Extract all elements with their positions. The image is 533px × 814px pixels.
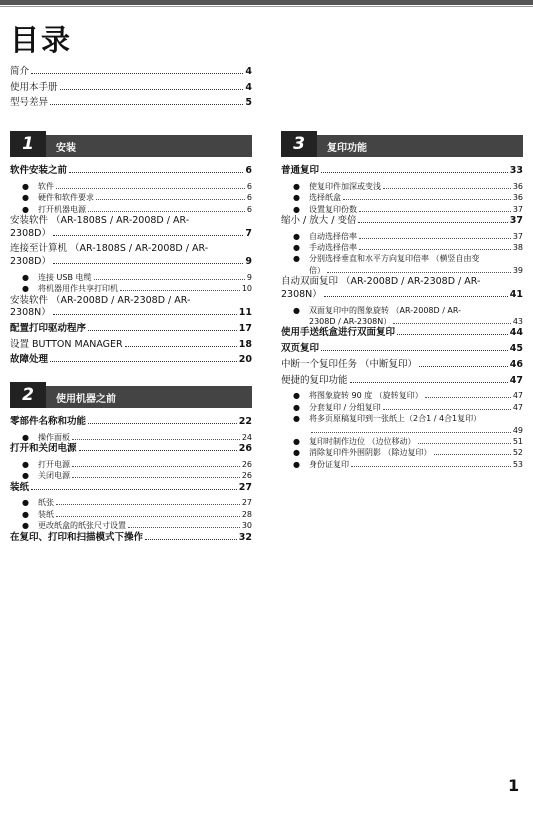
sub-entry-label: ● 将多页原稿复印到一张纸上（2合1 / 4合1复印） [309,414,482,424]
dot-leader [351,466,511,467]
dot-leader [88,211,245,212]
sub-entry-page: 26 [241,459,252,469]
toc-entry-label: 在复印、打印和扫描模式下操作 [10,531,144,543]
dot-leader [145,539,237,540]
toc-entry-label: 装纸 [10,481,30,493]
toc-sub-entry [293,181,523,192]
toc-sub-entry [293,231,523,242]
dot-leader [72,466,240,467]
dot-leader [418,443,511,444]
sub-entry-label: ● 双面复印中的图象旋转 （AR-2008D / AR- [309,305,462,315]
dot-leader [321,172,508,173]
section-1-title: 安装 [46,135,252,157]
sub-entry-label: ● 复印时制作边位 （边位移动） [309,436,416,446]
sub-entry-line [309,402,523,413]
sub-entry-label: ● 使复印件加深或变浅 [309,181,381,191]
toc-entry-label: 安装软件 （AR-1808S / AR-2008D / AR- [10,214,190,226]
dot-leader [311,432,511,433]
toc-entry-line [10,165,252,178]
dot-leader [359,249,511,250]
toc-entry [10,443,252,456]
toc-entry-line [281,359,523,372]
sub-entry-label: ● 自动选择倍率 [309,231,357,241]
toc-entry-page: 26 [238,443,252,455]
toc-entry-label: 2308D） [10,256,51,268]
dot-leader [120,290,240,291]
left-column [10,131,252,547]
section-2-header [10,382,252,408]
toc-entry-label: 简介 [10,66,30,77]
dot-leader [327,272,511,273]
section-3-title: 复印功能 [317,135,523,157]
sub-entry-page: 37 [512,231,523,241]
toc-entry [281,165,523,178]
toc-sub-entry [22,520,252,531]
toc-entry-page: 44 [509,327,523,339]
sub-entry-line [38,272,252,283]
sub-entry-line [309,265,523,276]
sub-entry-page: 38 [512,243,523,253]
toc-entry-line [10,532,252,545]
toc-entry-line [10,307,252,320]
intro-list [10,66,252,113]
toc-sub-entry [293,436,523,447]
toc-entry-page: 17 [238,322,252,334]
toc-sub-entry [293,253,523,276]
toc-sub-entry [22,509,252,520]
sub-entry-page: 26 [241,471,252,481]
toc-entry [281,276,523,301]
toc-entry-line [10,323,252,336]
sub-entry-page: 24 [241,432,252,442]
toc-entry-line [10,443,252,456]
toc-entry-label: 配置打印驱动程序 [10,322,87,334]
dot-leader [72,477,240,478]
toc-entry-label: 连接至计算机 （AR-1808S / AR-2008D / AR- [10,243,209,255]
toc-entry-line [10,97,252,110]
toc-entry-label: 自动双面复印 （AR-2008D / AR-2308D / AR- [281,276,481,288]
toc-sub-entry [293,192,523,203]
toc-sub-entry [22,283,252,294]
section-1-header [10,131,252,157]
sub-entry-page: 27 [241,498,252,508]
section-3-entries [281,165,523,470]
toc-entry-label: 便捷的复印功能 [281,374,348,386]
toc-sub-entry [22,432,252,443]
toc-entry-label: 型号差异 [10,97,49,109]
sub-entry-label: ● 装纸 [38,509,54,519]
dot-leader [53,263,243,264]
dot-leader [125,346,237,347]
sub-entry-label: ● 设置复印份数 [309,204,357,214]
toc-entry [281,327,523,340]
dot-leader [425,397,511,398]
sub-entry-page: 37 [512,204,523,214]
sub-entry-label: ● 选择纸盒 [309,193,341,203]
toc-entry-page: 27 [238,481,252,493]
toc-sub-entry [22,497,252,508]
toc-entry-page: 32 [238,531,252,543]
toc-entry-page: 18 [238,338,252,350]
sub-entry-page: 53 [512,459,523,469]
toc-entry-line [10,339,252,352]
section-3-number: 3 [281,131,317,157]
toc-sub-entry [293,402,523,413]
toc-entry [10,66,252,79]
toc-entry-label: 使用手送纸盒进行双面复印 [281,327,396,339]
sub-entry-page: 9 [246,272,252,282]
toc-entry [10,215,252,240]
toc-sub-entry [293,242,523,253]
sub-entry-label: ● 更改纸盒的纸张尺寸设置 [38,521,126,531]
dot-leader [324,296,508,297]
toc-sub-entry [22,192,252,203]
sub-entry-page: 6 [246,181,252,191]
sub-entry-line [309,390,523,401]
toc-entry-line [10,228,252,241]
toc-sub-entry [22,181,252,192]
sub-entry-page: 6 [246,204,252,214]
sub-entry-page: 10 [241,284,252,294]
sub-entry-line [309,459,523,470]
toc-entry-label: 设置 BUTTON MANAGER [10,338,123,350]
dot-leader [434,454,511,455]
toc-entry [281,343,523,356]
dot-leader [96,199,245,200]
toc-entry-page: 41 [509,288,523,300]
sub-entry-line [38,459,252,470]
dot-leader [56,516,240,517]
sub-entry-line [309,231,523,242]
sub-entry-page: 51 [512,436,523,446]
toc-entry-label: 软件安装之前 [10,165,68,176]
dot-leader [31,489,237,490]
dot-leader [56,188,245,189]
sub-entry-label: ● 分别选择垂直和水平方向复印倍率 （横竖自由变 [309,254,480,264]
toc-sub-entry [22,272,252,283]
dot-leader [358,222,507,223]
sub-entry-label: ● 关闭电源 [38,471,70,481]
toc-entry-line [281,215,523,228]
top-border-thin [0,6,533,7]
toc-entry-page: 33 [509,165,523,176]
toc-entry-page: 20 [238,354,252,366]
toc-entry-line [10,256,252,269]
toc-entry-line [281,289,523,302]
toc-entry-page: 22 [238,416,252,428]
sub-entry-label: ● 硬件和软件要求 [38,193,94,203]
toc-sub-entry [293,390,523,401]
sub-entry-label: ● 软件 [38,181,54,191]
dot-leader [128,527,240,528]
toc-entry-page: 9 [245,256,252,268]
sub-entry-label: ● 纸张 [38,498,54,508]
toc-entry-label: 缩小 / 放大 / 变倍 [281,214,357,226]
sub-entry-page: 49 [512,425,523,435]
dot-leader [53,235,243,236]
toc-entry [10,532,252,545]
toc-entry-page: 7 [245,227,252,239]
section-2-number: 2 [10,382,46,408]
sub-entry-line [38,181,252,192]
sub-entry-page: 47 [512,402,523,412]
dot-leader [60,89,244,90]
toc-entry-page: 4 [245,81,252,93]
dot-leader [88,423,237,424]
sub-entry-line [38,283,252,294]
sub-entry-label: ● 身份证复印 [309,459,349,469]
toc-sub-entry [22,459,252,470]
dot-leader [88,330,237,331]
page-number: 1 [508,776,520,795]
toc-entry-page: 4 [245,66,252,77]
toc-sub-entry [293,413,523,436]
dot-leader [50,104,243,105]
sub-entry-label: 2308D / AR-2308N） [309,317,392,327]
dot-leader [50,361,237,362]
dot-leader [359,238,511,239]
section-3-header [281,131,523,157]
toc-entry [10,339,252,352]
toc-entry [10,354,252,367]
dot-leader [31,73,243,74]
section-1-number: 1 [10,131,46,157]
toc-sub-entry [293,447,523,458]
toc-sub-entry [293,305,523,328]
toc-entry [10,243,252,268]
toc-entry [10,97,252,110]
toc-entry [10,82,252,95]
sub-entry-line [38,520,252,531]
sub-entry-label: ● 将图象旋转 90 度 （旋转复印） [309,391,423,401]
top-border [0,0,533,5]
toc-sub-entry [293,204,523,215]
sub-entry-line [309,181,523,192]
toc-entry-label: 使用本手册 [10,81,58,93]
toc-entry [281,215,523,228]
dot-leader [383,188,511,189]
toc-entry-line [281,343,523,356]
toc-entry-label: 2308N） [10,307,51,319]
toc-entry-label: 普通复印 [281,165,320,176]
toc-entry-label: 2308D） [10,227,51,239]
toc-entry-page: 6 [245,165,252,176]
toc-entry-line [10,482,252,495]
sub-entry-page: 30 [241,521,252,531]
toc-entry-line [281,375,523,388]
sub-entry-line [309,425,523,436]
sub-entry-page: 47 [512,391,523,401]
dot-leader [79,450,237,451]
toc-entry [10,165,252,178]
sub-entry-line [309,436,523,447]
toc-entry-label: 双页复印 [281,343,320,355]
sub-entry-page: 28 [241,509,252,519]
dot-leader [69,172,243,173]
toc-entry [10,323,252,336]
toc-entry-label: 零部件名称和功能 [10,416,87,428]
dot-leader [53,314,237,315]
sub-entry-page: 36 [512,193,523,203]
sub-entry-label: ● 打开电源 [38,459,70,469]
sub-entry-line [309,447,523,458]
section-2-title: 使用机器之前 [46,386,252,408]
toc-entry [10,295,252,320]
dot-leader [397,334,508,335]
sub-entry-line [38,192,252,203]
toc-entry-page: 45 [509,343,523,355]
sub-entry-page: 43 [512,317,523,327]
dot-leader [393,323,511,324]
dot-leader [94,279,245,280]
sub-entry-line [38,470,252,481]
toc-entry-page: 46 [509,358,523,370]
toc-entry [10,416,252,429]
toc-sub-entry [293,459,523,470]
dot-leader [343,199,511,200]
sub-entry-page: 36 [512,181,523,191]
sub-entry-label: ● 手动选择倍率 [309,243,357,253]
page-title: 目录 [10,23,73,57]
dot-leader [321,350,508,351]
toc-entry-label: 打开和关闭电源 [10,443,77,455]
toc-entry-label: 中断一个复印任务 （中断复印） [281,358,418,370]
sub-entry-label: ● 消除复印件外围阴影 （除边复印） [309,448,432,458]
toc-entry-line [10,66,252,79]
right-column [281,131,523,470]
toc-entry-page: 5 [245,97,252,109]
sub-entry-line [38,432,252,443]
sub-entry-page: 52 [512,448,523,458]
sub-entry-page: 6 [246,193,252,203]
sub-entry-label: ● 分套复印 / 分组复印 [309,402,381,412]
toc-entry-page: 37 [509,214,523,226]
sub-entry-line [309,204,523,215]
dot-leader [359,211,511,212]
sub-entry-line [309,316,523,327]
sub-entry-line [309,242,523,253]
sub-entry-line [38,509,252,520]
dot-leader [350,382,508,383]
sub-entry-line [309,192,523,203]
sub-entry-label: ● 将机器用作共享打印机 [38,284,118,294]
toc-entry-line [10,416,252,429]
sub-entry-label: ● 连接 USB 电缆 [38,272,92,282]
dot-leader [383,409,511,410]
sub-entry-label: ● 操作面板 [38,432,70,442]
dot-leader [419,366,508,367]
toc-entry [281,375,523,388]
toc-entry-label: 故障处理 [10,354,49,366]
section-2-entries [10,416,252,544]
sub-entry-line [38,204,252,215]
sub-entry-line [38,497,252,508]
toc-entry-line [281,165,523,178]
dot-leader [56,504,240,505]
sub-entry-label: ● 打开机器电源 [38,204,86,214]
dot-leader [72,439,240,440]
sub-entry-page: 39 [512,265,523,275]
toc-entry-line [281,327,523,340]
toc-entry-label: 2308N） [281,288,322,300]
toc-entry [281,359,523,372]
toc-entry-label: 安装软件 （AR-2008D / AR-2308D / AR- [10,294,191,306]
section-1-entries [10,165,252,367]
toc-sub-entry [22,470,252,481]
sub-entry-label: 倍） [309,265,325,275]
toc-entry [10,482,252,495]
toc-entry-page: 47 [509,374,523,386]
toc-entry-line [10,354,252,367]
toc-entry-line [10,82,252,95]
toc-sub-entry [22,204,252,215]
toc-entry-page: 11 [238,307,252,319]
